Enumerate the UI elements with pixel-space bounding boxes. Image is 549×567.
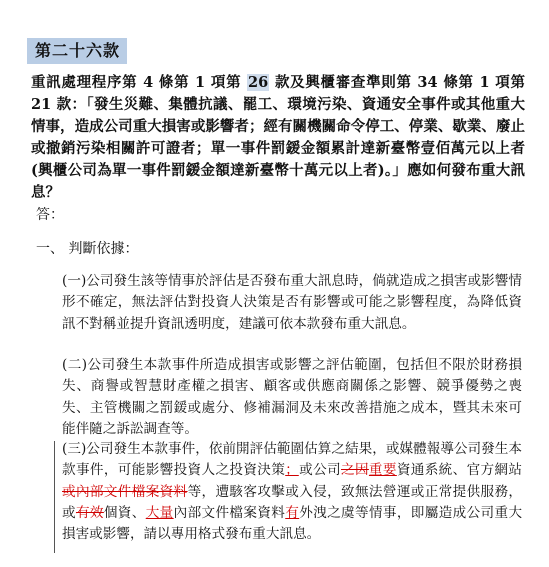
list-item-2	[62, 355, 522, 440]
list-item-number: (二)	[62, 357, 88, 373]
list-item-text: 公司發生該等情事於評估是否發布重大訊息時，倘就造成之損害或影響情形不確定，無法評估對投資人決策是否有影響或可能之影響程度，為降低資訊不對稱並提升資訊透明度，建議可依本款發布重大訊息。	[62, 273, 522, 332]
question-highlight: 26	[248, 74, 269, 91]
list-item-1	[62, 271, 522, 335]
question-part-2: 款及興櫃審查準則第 34 條第 1 項第 21 款：「發生災難、集體抗議、罷工、環境污染、資通安全事件或其他重大情事，造成公司重大損害或影響者；經有關機關命令停工、停業、歇業、廢止或撤銷污染相關許可證者；單一事件罰鍰金額累計達新臺幣壹佰萬元以上者(興櫃公司為單一事件罰鍰金額達新臺幣十萬元以上者)。」應如何發布重大訊息？	[31, 74, 525, 201]
section-heading: 第二十六款	[27, 38, 127, 64]
list-item-number: (三)	[62, 441, 87, 457]
list-item-text: 公司發生本款事件所造成損害或影響之評估範圍，包括但不限於財務損失、商譽或智慧財產權之損害、顧客或供應商關係之影響、競爭優勢之喪失、主管機關之罰鍰或處分、修補漏洞及未來改善措施之成本，暨其未來可能伴隨之訴訟調查等。	[62, 357, 523, 437]
revision-change-bar	[54, 441, 55, 553]
text-segment: 內部文件檔案資料	[173, 504, 286, 521]
text-segment: 外洩之虞等情事，即屬造成公司重大損害或影響，請以專用格式發布重大訊息。	[62, 504, 523, 543]
section-title: 一、 判斷依據：	[36, 241, 139, 257]
deleted-text: 之因	[341, 462, 369, 479]
list-item-3	[62, 439, 522, 545]
inserted-text: 重要	[368, 462, 397, 479]
inserted-text: 大量	[145, 504, 174, 521]
deleted-text: 或內部文件檔案資料	[62, 483, 188, 500]
answer-label: 答：	[36, 207, 64, 223]
inserted-text: 有	[285, 504, 300, 521]
question-text	[31, 72, 525, 204]
list-item-number: (一)	[62, 273, 87, 289]
text-segment: 等，遭駭客攻擊或入侵，致無法營運或正常提供服務，或	[62, 483, 523, 521]
text-segment: 資通系統、官方網站	[396, 462, 523, 479]
text-segment: 公司發生本款事件，依前開評估範圍估算之結果，或媒體報導公司發生本款事件，可能影響投資人之投資決策	[62, 441, 522, 479]
text-segment: 或公司	[298, 462, 342, 479]
text-segment: 個資、	[103, 504, 146, 521]
question-part-1: 重訊處理程序第 4 條第 1 項第	[31, 74, 248, 91]
inserted-text: ；	[285, 462, 299, 479]
deleted-text: 有效	[75, 504, 104, 521]
